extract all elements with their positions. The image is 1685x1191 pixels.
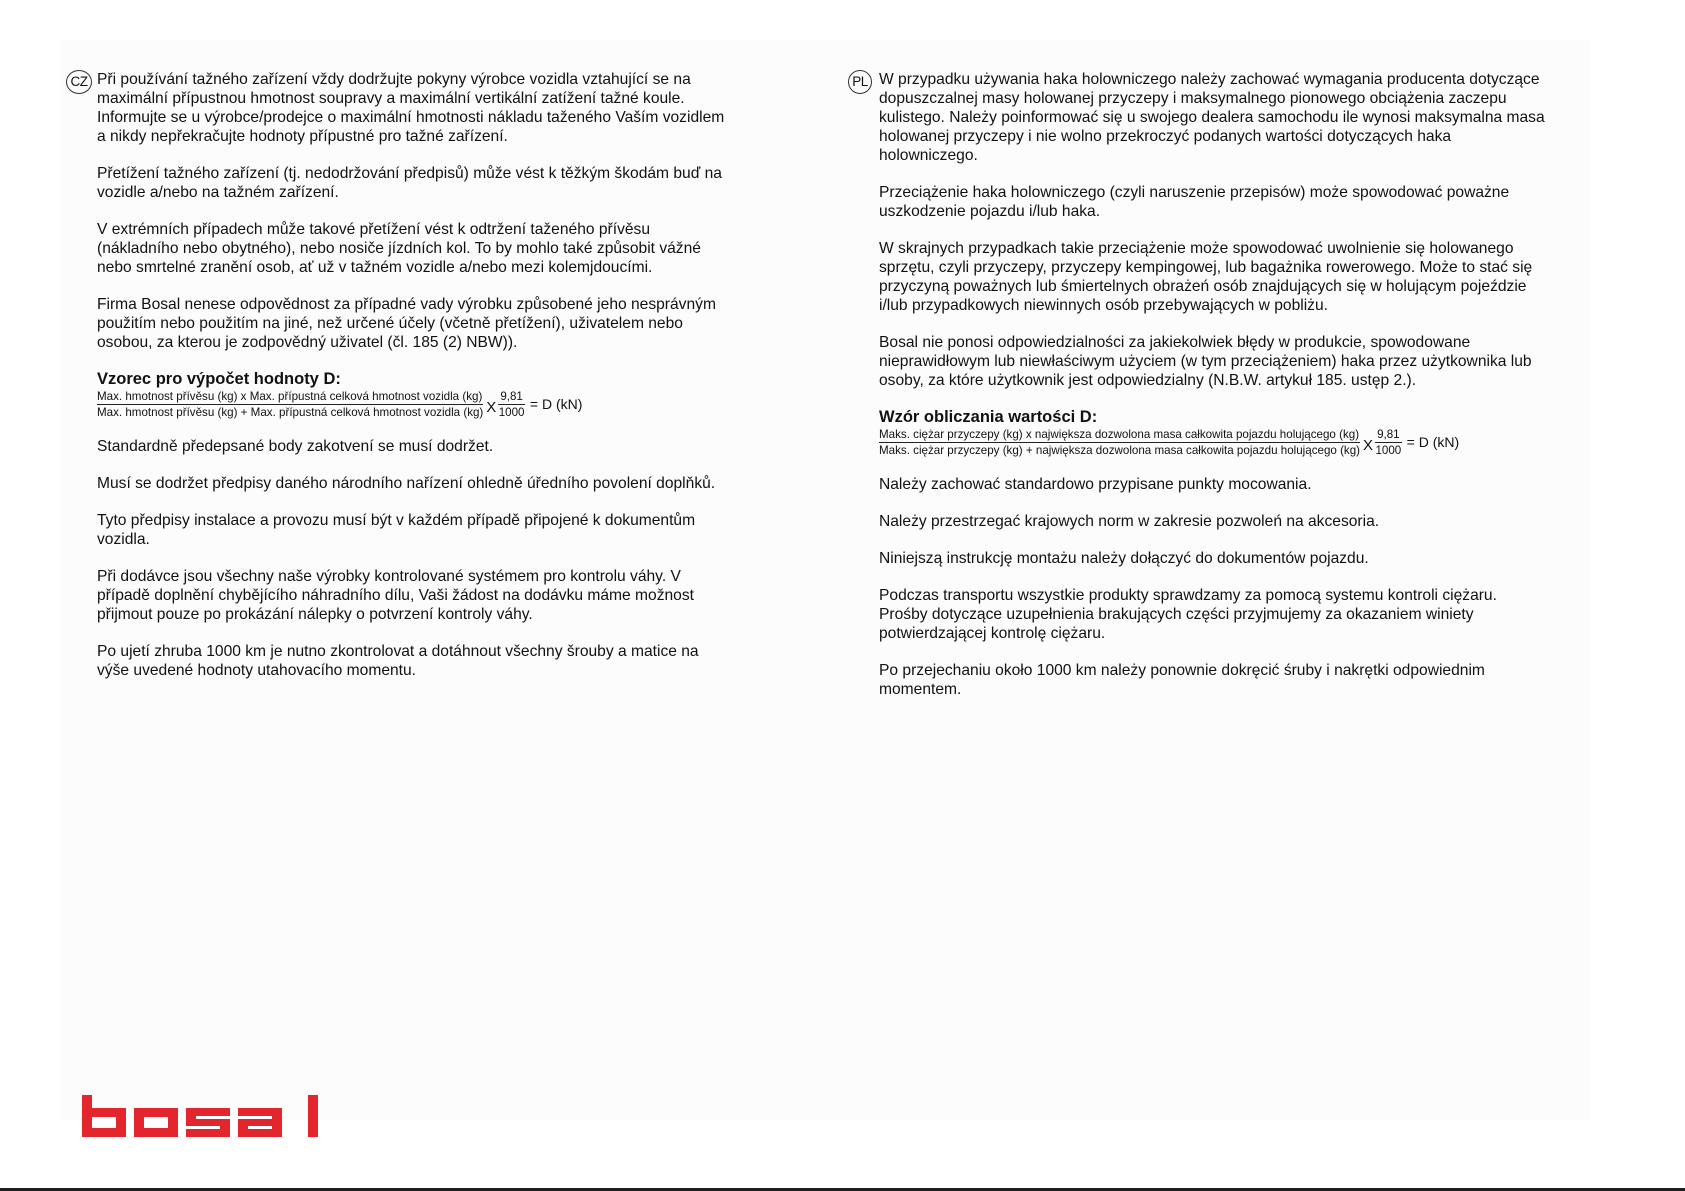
pl-formula-gravity-denominator: 1000 — [1375, 444, 1402, 457]
pl-formula — [879, 428, 1548, 457]
cz-formula-denominator: Max. hmotnost přívěsu (kg) + Max. přípustná celková hmotnost vozidla (kg) — [97, 406, 484, 419]
pl-formula-times: X — [1363, 437, 1374, 454]
cz-paragraph-1b: Informujte se u výrobce/prodejce o maximální hmotnosti nákladu taženého Vaším vozidlem a nikdy nepřekračujte hodnoty přípustné pro tažné zařízení. — [97, 109, 725, 145]
cz-formula-gravity-fraction — [498, 390, 525, 419]
cz-formula-fraction — [97, 390, 483, 419]
cz-paragraph-8: Při dodávce jsou všechny naše výrobky kontrolované systémem pro kontrolu váhy. V případě doplnění chybějícího náhradního dílu, Vaši žádost na dodávku máme možnost přijmout pouze po prokázání nálepky o potvrzení kontroly váhy. — [97, 568, 694, 623]
pl-paragraph-6: Należy przestrzegać krajowych norm w zakresie pozwoleń na akcesoria. — [879, 513, 1380, 530]
bosal-logo — [82, 1095, 334, 1137]
pl-formula-result: = D (kN) — [1406, 434, 1460, 450]
polish-content — [879, 70, 1548, 699]
bosal-logo-shapes — [82, 1095, 334, 1137]
pl-paragraph-8b: Prośby dotyczące uzupełnienia brakujących części przyjmujemy za okazaniem winiety potwierdzającej kontrolę ciężaru. — [879, 606, 1474, 642]
cz-paragraph-9: Po ujetí zhruba 1000 km je nutno zkontrolovat a dotáhnout všechny šrouby a matice na výše uvedené hodnoty utahovacího momentu. — [97, 643, 699, 679]
cz-formula-numerator: Max. hmotnost přívěsu (kg) x Max. přípustná celková hmotnost vozidla (kg) — [97, 390, 483, 403]
language-badge-cz: CZ — [66, 70, 92, 94]
czech-content — [97, 70, 726, 680]
pl-paragraph-5: Należy zachować standardowo przypisane punkty mocowania. — [879, 476, 1312, 493]
cz-paragraph-2: Přetížení tažného zařízení (tj. nedodržování předpisů) může vést k těžkým škodám buď na vozidle a/nebo na tažném zařízení. — [97, 165, 722, 201]
language-badge-pl: PL — [848, 70, 872, 94]
pl-paragraph-4: Bosal nie ponosi odpowiedzialności za jakiekolwiek błędy w produkcie, spowodowane nieprawidłowym lub niewłaściwym użyciem (w tym przeciążeniem) haka przez użytkownika lub osoby, za które użytkownik jest odpowiedzialny (N.B.W. artykuł 185. ustęp 2.). — [879, 334, 1532, 389]
cz-paragraph-1: Při používání tažného zařízení vždy dodržujte pokyny výrobce vozidla vztahující se na maximální přípustnou hmotnost soupravy a maximální vertikální zatížení tažné koule. — [97, 71, 691, 107]
cz-paragraph-3: V extrémních případech může takové přetížení vést k odtržení taženého přívěsu (nákladního nebo obytného), nebo nosiče jízdních kol. To by mohlo také způsobit vážné nebo smrtelné zranění osob, ať už v tažném vozidle a/nebo mezi kolemjdoucími. — [97, 221, 701, 276]
pl-formula-fraction — [879, 428, 1360, 457]
pl-paragraph-2: Przeciążenie haka holowniczego (czyli naruszenie przepisów) może spowodować poważne uszkodzenie pojazdu i/lub haka. — [879, 184, 1510, 220]
pl-paragraph-3: W skrajnych przypadkach takie przeciążenie może spowodować uwolnienie się holowanego sprzętu, czyli przyczepy, przyczepy kempingowej, lub bagażnika rowerowego. Może to stać się przyczyną poważnych lub śmiertelnych obrażeń osób znajdujących się w holującym pojeździe i/lub przypadkowych niewinnych osób przebywających w pobliżu. — [879, 240, 1533, 314]
cz-formula-gravity-denominator: 1000 — [498, 406, 525, 419]
cz-formula-times: X — [486, 399, 497, 416]
pl-paragraph-7: Niniejszą instrukcję montażu należy dołączyć do dokumentów pojazdu. — [879, 550, 1369, 567]
pl-formula-numerator: Maks. ciężar przyczepy (kg) x największa dozwolona masa całkowita pojazdu holującego (kg) — [879, 428, 1360, 441]
pl-paragraph-1: W przypadku używania haka holowniczego należy zachować wymagania producenta dotyczące dopuszczalnej masy holowanej przyczepy i maksymalnego pionowego obciążenia zaczepu kulistego. Należy poinformować się u swojego dealera samochodu ile wynosi maksymalna masa holowanej przyczepy i nie wolno przekroczyć podanych wartości dotyczących haka holowniczego. — [879, 71, 1545, 164]
pl-formula-gravity-numerator: 9,81 — [1377, 428, 1400, 441]
cz-paragraph-4: Firma Bosal nenese odpovědnost za případné vady výrobku způsobené jeho nesprávným použitím nebo použitím na jiné, než určené účely (včetně přetížení), uživatelem nebo osobou, za kterou je zodpovědný uživatel (čl. 185 (2) NBW)). — [97, 296, 716, 351]
pl-formula-title: Wzór obliczania wartości D: — [879, 408, 1098, 426]
cz-paragraph-5: Standardně předepsané body zakotvení se musí dodržet. — [97, 438, 494, 455]
cz-formula-title: Vzorec pro výpočet hodnoty D: — [97, 370, 341, 388]
cz-formula-result: = D (kN) — [529, 396, 583, 412]
pl-paragraph-8: Podczas transportu wszystkie produkty sprawdzamy za pomocą systemu kontroli ciężaru. — [879, 587, 1497, 604]
czech-section — [66, 70, 726, 698]
pl-formula-denominator: Maks. ciężar przyczepy (kg) + największa dozwolona masa całkowita pojazdu holującego (kg) — [879, 444, 1361, 457]
cz-paragraph-7: Tyto předpisy instalace a provozu musí být v každém případě připojené k dokumentům vozidla. — [97, 512, 696, 548]
polish-section — [848, 70, 1548, 717]
cz-formula-gravity-numerator: 9,81 — [500, 390, 523, 403]
pl-formula-gravity-fraction — [1375, 428, 1402, 457]
cz-paragraph-6: Musí se dodržet předpisy daného národního nařízení ohledně úředního povolení doplňků. — [97, 475, 716, 492]
cz-formula — [97, 390, 726, 419]
pl-paragraph-9: Po przejechaniu około 1000 km należy ponownie dokręcić śruby i nakrętki odpowiednim momentem. — [879, 662, 1485, 698]
